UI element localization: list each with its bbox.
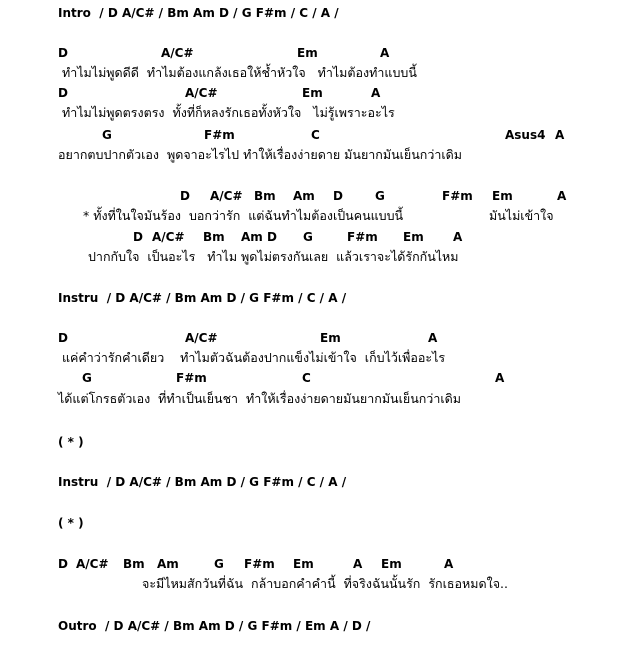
chord: G (214, 557, 224, 571)
chord: Em (302, 86, 323, 100)
chord: A (495, 371, 505, 385)
chord: A (353, 557, 363, 571)
verse1-lyric-2: ทำไมไม่พูดตรงตรง ทั้งที่ก็หลงรักเธอทั้งหัวใจ ไม่รู้เพราะอะไร (62, 105, 395, 120)
chord: A/C# (161, 46, 194, 60)
chord: Bm (123, 557, 145, 571)
instru-line-1: Instru / D A/C# / Bm Am D / G F#m / C / A / (58, 291, 347, 305)
chord: D (180, 189, 190, 203)
verse1-lyric-3: อยากตบปากตัวเอง พูดจาอะไรไป ทำให้เรื่องง่ายดาย มันยากมันเย็นกว่าเดิม (58, 147, 463, 162)
outro-line: Outro / D A/C# / Bm Am D / G F#m / Em A / D / (58, 619, 371, 633)
verse2-lyric-1: แค่คำว่ารักคำเดียว ทำไมตัวฉันต้องปากแข็งไม่เข้าใจ เก็บไว้เพื่ออะไร (62, 350, 446, 365)
chord: C (302, 371, 311, 385)
bridge-lyric: จะมีไหมสักวันที่ฉัน กล้าบอกคำคำนี้ ที่จริงฉันนั้นรัก รักเธอหมดใจ.. (142, 576, 508, 591)
chord: Bm (203, 230, 225, 244)
chord: A/C# (210, 189, 243, 203)
chord: G (303, 230, 313, 244)
repeat-chorus-2: ( * ) (58, 516, 84, 530)
chorus-lyric-1a: * ทั้งที่ในใจมันร้อง บอกว่ารัก แต่ฉันทำไมต้องเป็นคนแบบนี้ (83, 208, 404, 223)
chord: A/C# (76, 557, 109, 571)
chord: G (375, 189, 385, 203)
chord: G (102, 128, 112, 142)
chord: Em (403, 230, 424, 244)
chord: F#m (442, 189, 473, 203)
chord: A (371, 86, 381, 100)
chord: A (428, 331, 438, 345)
chorus-lyric-1b: มันไม่เข้าใจ (489, 208, 554, 223)
instru-line-2: Instru / D A/C# / Bm Am D / G F#m / C / A / (58, 475, 347, 489)
chord: Em (492, 189, 513, 203)
chord: A (444, 557, 454, 571)
chord: Am D (241, 230, 277, 244)
chord: Asus4 (505, 128, 546, 142)
chord: Em (381, 557, 402, 571)
chord: D (133, 230, 143, 244)
chord: D (58, 331, 68, 345)
chord: Em (293, 557, 314, 571)
chord: A/C# (152, 230, 185, 244)
chorus-lyric-2: ปากกับใจ เป็นอะไร ทำไม พูดไม่ตรงกันเลย แล้วเราจะได้รักกันไหม (88, 249, 459, 264)
chord: D (58, 86, 68, 100)
verse1-lyric-1: ทำไมไม่พูดดีดี ทำไมต้องแกล้งเธอให้ช้ำหัวใจ ทำไมต้องทำแบบนี้ (62, 65, 417, 80)
chord: F#m (347, 230, 378, 244)
chord: A (555, 128, 565, 142)
chord: A (453, 230, 463, 244)
intro-line: Intro / D A/C# / Bm Am D / G F#m / C / A / (58, 6, 339, 20)
chord: A/C# (185, 331, 218, 345)
chord: F#m (204, 128, 235, 142)
chord: A (380, 46, 390, 60)
chord: C (311, 128, 320, 142)
verse2-lyric-2: ได้แต่โกรธตัวเอง ที่ทำเป็นเย็นชา ทำให้เรื่องง่ายดายมันยากมันเย็นกว่าเดิม (58, 391, 461, 406)
chord: F#m (244, 557, 275, 571)
chord: D (58, 557, 68, 571)
chord: Em (297, 46, 318, 60)
chord: Em (320, 331, 341, 345)
repeat-chorus-1: ( * ) (58, 435, 84, 449)
chord: A/C# (185, 86, 218, 100)
chord: D (333, 189, 343, 203)
chord: A (557, 189, 567, 203)
chord: Am (293, 189, 315, 203)
chord: Am (157, 557, 179, 571)
chord: G (82, 371, 92, 385)
chord: Bm (254, 189, 276, 203)
chord: D (58, 46, 68, 60)
chord: F#m (176, 371, 207, 385)
